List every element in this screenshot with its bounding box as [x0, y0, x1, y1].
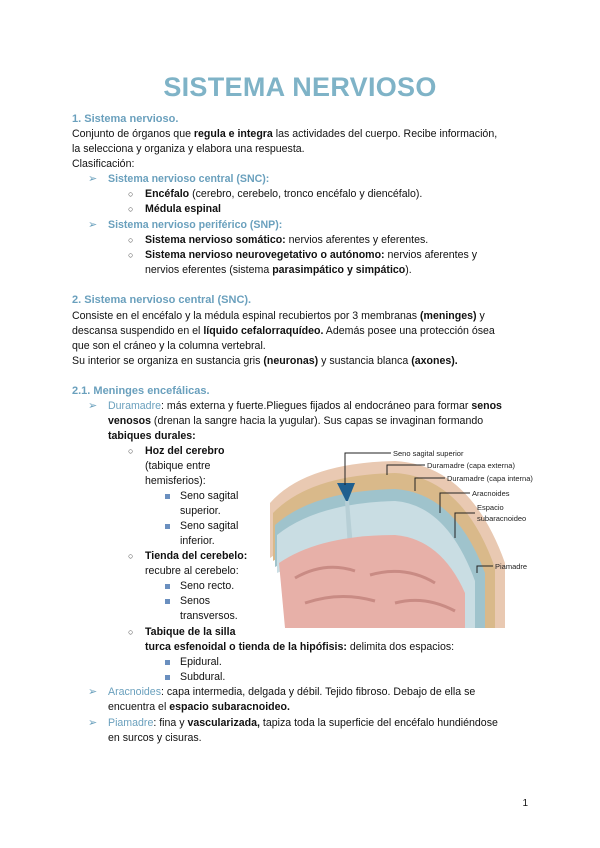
snp-label: Sistema nervioso periférico (SNP): — [108, 219, 283, 231]
tienda-item-1: Seno recto. — [180, 580, 235, 592]
circle-bullet-icon: ○ — [128, 446, 134, 456]
section-1-heading: 1. Sistema nervioso. — [72, 113, 179, 125]
hoz-line-2: (tabique entre — [145, 460, 211, 472]
snc-item-1: Encéfalo (cerebro, cerebelo, tronco encéfalo y diencéfalo). — [145, 188, 423, 200]
label-espacio-2: subaracnoideo — [477, 514, 527, 523]
snp-item-1: Sistema nervioso somático: nervios aferentes y eferentes. — [145, 234, 429, 246]
arrow-bullet-icon: ➢ — [88, 686, 98, 698]
circle-bullet-icon: ○ — [128, 235, 134, 245]
label-espacio-1: Espacio — [477, 503, 504, 512]
square-bullet-icon — [165, 524, 170, 529]
meninges-figure — [265, 443, 550, 628]
square-bullet-icon — [165, 599, 170, 604]
section-2-1-heading: 2.1. Meninges encefálicas. — [72, 385, 210, 397]
snc-label: Sistema nervioso central (SNC): — [108, 173, 270, 185]
page-number: 1 — [522, 798, 528, 809]
hoz-line-3: hemisferios): — [145, 475, 206, 487]
arrow-bullet-icon: ➢ — [88, 173, 98, 185]
s1-line-3: Clasificación: — [72, 158, 135, 170]
s2-line-1: Consiste en el encéfalo y la médula espinal recubiertos por 3 membranas (meninges) y — [72, 310, 485, 322]
snp-item-2-cont: nervios eferentes (sistema parasimpático y simpático). — [145, 264, 412, 276]
circle-bullet-icon: ○ — [128, 627, 134, 637]
snp-item-2: Sistema nervioso neurovegetativo o autónomo: nervios aferentes y — [145, 249, 478, 261]
section-2-heading: 2. Sistema nervioso central (SNC). — [72, 294, 252, 306]
pia-line-2: en surcos y cisuras. — [108, 732, 202, 744]
square-bullet-icon — [165, 584, 170, 589]
page-title: SISTEMA NERVIOSO — [163, 72, 437, 102]
tabique-label: Tabique de la silla — [145, 626, 236, 638]
tienda-item-2-cont: transversos. — [180, 610, 238, 622]
dura-line-1: Duramadre: más externa y fuerte.Pliegues fijados al endocráneo para formar senos — [108, 400, 502, 412]
tienda-label: Tienda del cerebelo: — [145, 550, 248, 562]
circle-bullet-icon: ○ — [128, 204, 134, 214]
square-bullet-icon — [165, 660, 170, 665]
label-seno: Seno sagital superior — [393, 449, 464, 458]
s2-line-4: Su interior se organiza en sustancia gris (neuronas) y sustancia blanca (axones). — [72, 355, 458, 367]
square-bullet-icon — [165, 675, 170, 680]
hoz-item-2-cont: inferior. — [180, 535, 215, 547]
arac-line-2: encuentra el espacio subaracnoideo. — [108, 701, 290, 713]
tabique-item-2: Subdural. — [180, 671, 226, 683]
tienda-item-2: Senos — [180, 595, 211, 607]
arrow-bullet-icon: ➢ — [88, 400, 98, 412]
arrow-bullet-icon: ➢ — [88, 219, 98, 231]
pia-line-1: Piamadre: fina y vascularizada, tapiza toda la superficie del encéfalo hundiéndose — [108, 717, 498, 729]
label-pia: Piamadre — [495, 562, 528, 571]
s2-line-3: que son el cráneo y la columna vertebral. — [72, 340, 266, 352]
label-arac: Aracnoides — [472, 489, 510, 498]
hoz-label: Hoz del cerebro — [145, 445, 225, 457]
s1-line-1: Conjunto de órganos que regula e integra las actividades del cuerpo. Recibe información, — [72, 128, 498, 140]
snc-item-2: Médula espinal — [145, 203, 221, 215]
hoz-item-1: Seno sagital — [180, 490, 239, 502]
label-dura-int: Duramadre (capa interna) — [447, 474, 533, 483]
s1-line-2: la selecciona y organiza y elabora una respuesta. — [72, 143, 305, 155]
label-dura-ext: Duramadre (capa externa) — [427, 461, 515, 470]
square-bullet-icon — [165, 494, 170, 499]
tienda-line-2: recubre al cerebelo: — [145, 565, 239, 577]
hoz-item-2: Seno sagital — [180, 520, 239, 532]
tabique-line-2: turca esfenoidal o tienda de la hipófisis: delimita dos espacios: — [145, 641, 455, 653]
dura-line-2: venosos (drenan la sangre hacia la yugular). Sus capas se invaginan formando — [108, 415, 484, 427]
circle-bullet-icon: ○ — [128, 551, 134, 561]
circle-bullet-icon: ○ — [128, 250, 134, 260]
tabique-item-1: Epidural. — [180, 656, 222, 668]
arrow-bullet-icon: ➢ — [88, 717, 98, 729]
circle-bullet-icon: ○ — [128, 189, 134, 199]
arac-line-1: Aracnoides: capa intermedia, delgada y débil. Tejido fibroso. Debajo de ella se — [108, 686, 476, 698]
hoz-item-1-cont: superior. — [180, 505, 221, 517]
s2-line-2: descansa suspendido en el líquido cefalorraquídeo. Además posee una protección ósea — [72, 325, 495, 337]
dura-line-3: tabiques durales: — [108, 430, 196, 442]
